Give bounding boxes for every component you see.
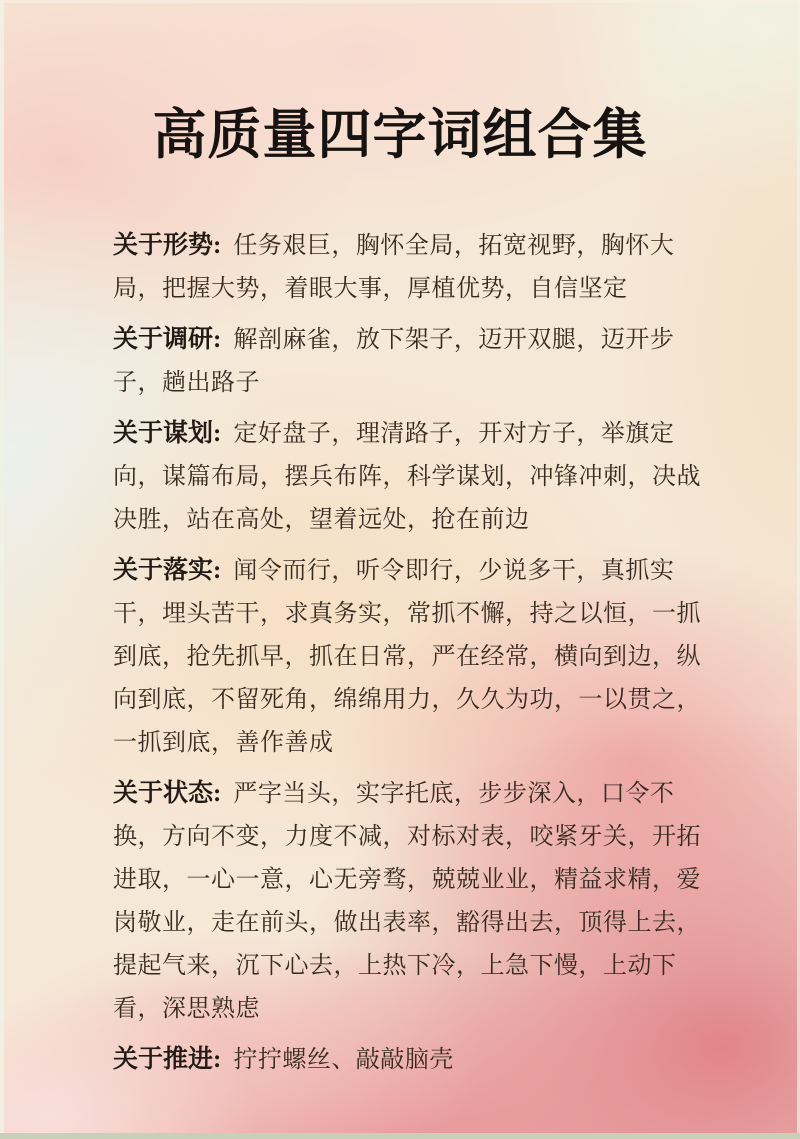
section-tuijin xyxy=(113,1038,707,1082)
phrase-list xyxy=(113,224,707,1089)
section-mouhua xyxy=(113,412,707,542)
section-diaoyan xyxy=(113,318,707,405)
page-title: 高质量四字词组合集 xyxy=(152,105,648,165)
section-xingshi-text: 任务艰巨，胸怀全局，拓宽视野，胸怀大局，把握大势，着眼大事，厚植优势，自信坚定 xyxy=(113,233,675,302)
section-tuijin-label: 关于推进: xyxy=(113,1046,222,1073)
section-diaoyan-label: 关于调研: xyxy=(113,326,222,353)
section-luoshi-label: 关于落实: xyxy=(113,557,222,584)
section-xingshi-label: 关于形势: xyxy=(113,232,222,259)
section-mouhua-label: 关于谋划: xyxy=(113,420,222,447)
bottom-edge-border xyxy=(0,1133,800,1139)
section-zhuangtai-label: 关于状态: xyxy=(113,780,222,807)
section-zhuangtai-text: 严字当头，实字托底，步步深入，口令不换，方向不变，力度不减，对标对表，咬紧牙关，开拓进取，一心一意，心无旁骛，兢兢业业，精益求精，爱岗敬业，走在前头，做出表率，豁得出去，顶得上去，提起气来，沉下心去，上热下冷，上急下慢，上动下看，深思熟虑 xyxy=(113,781,701,1022)
section-luoshi-text: 闻令而行，听令即行，少说多干，真抓实干，埋头苦干，求真务实，常抓不懈，持之以恒，一抓到底，抢先抓早，抓在日常，严在经常，横向到边，纵向到底，不留死角，绵绵用力，久久为功，一以贯之，一抓到底，善作善成 xyxy=(113,558,701,756)
section-mouhua-text: 定好盘子，理清路子，开对方子，举旗定向，谋篇布局，摆兵布阵，科学谋划，冲锋冲刺，决战决胜，站在高处，望着远处，抢在前边 xyxy=(113,421,701,533)
section-zhuangtai xyxy=(113,772,707,1031)
top-edge-border xyxy=(0,0,800,3)
left-edge-border xyxy=(0,0,4,1139)
section-luoshi xyxy=(113,549,707,765)
section-tuijin-text: 拧拧螺丝、敲敲脑壳 xyxy=(233,1047,454,1073)
section-xingshi xyxy=(113,224,707,311)
section-diaoyan-text: 解剖麻雀，放下架子，迈开双腿，迈开步子，趟出路子 xyxy=(113,327,675,396)
